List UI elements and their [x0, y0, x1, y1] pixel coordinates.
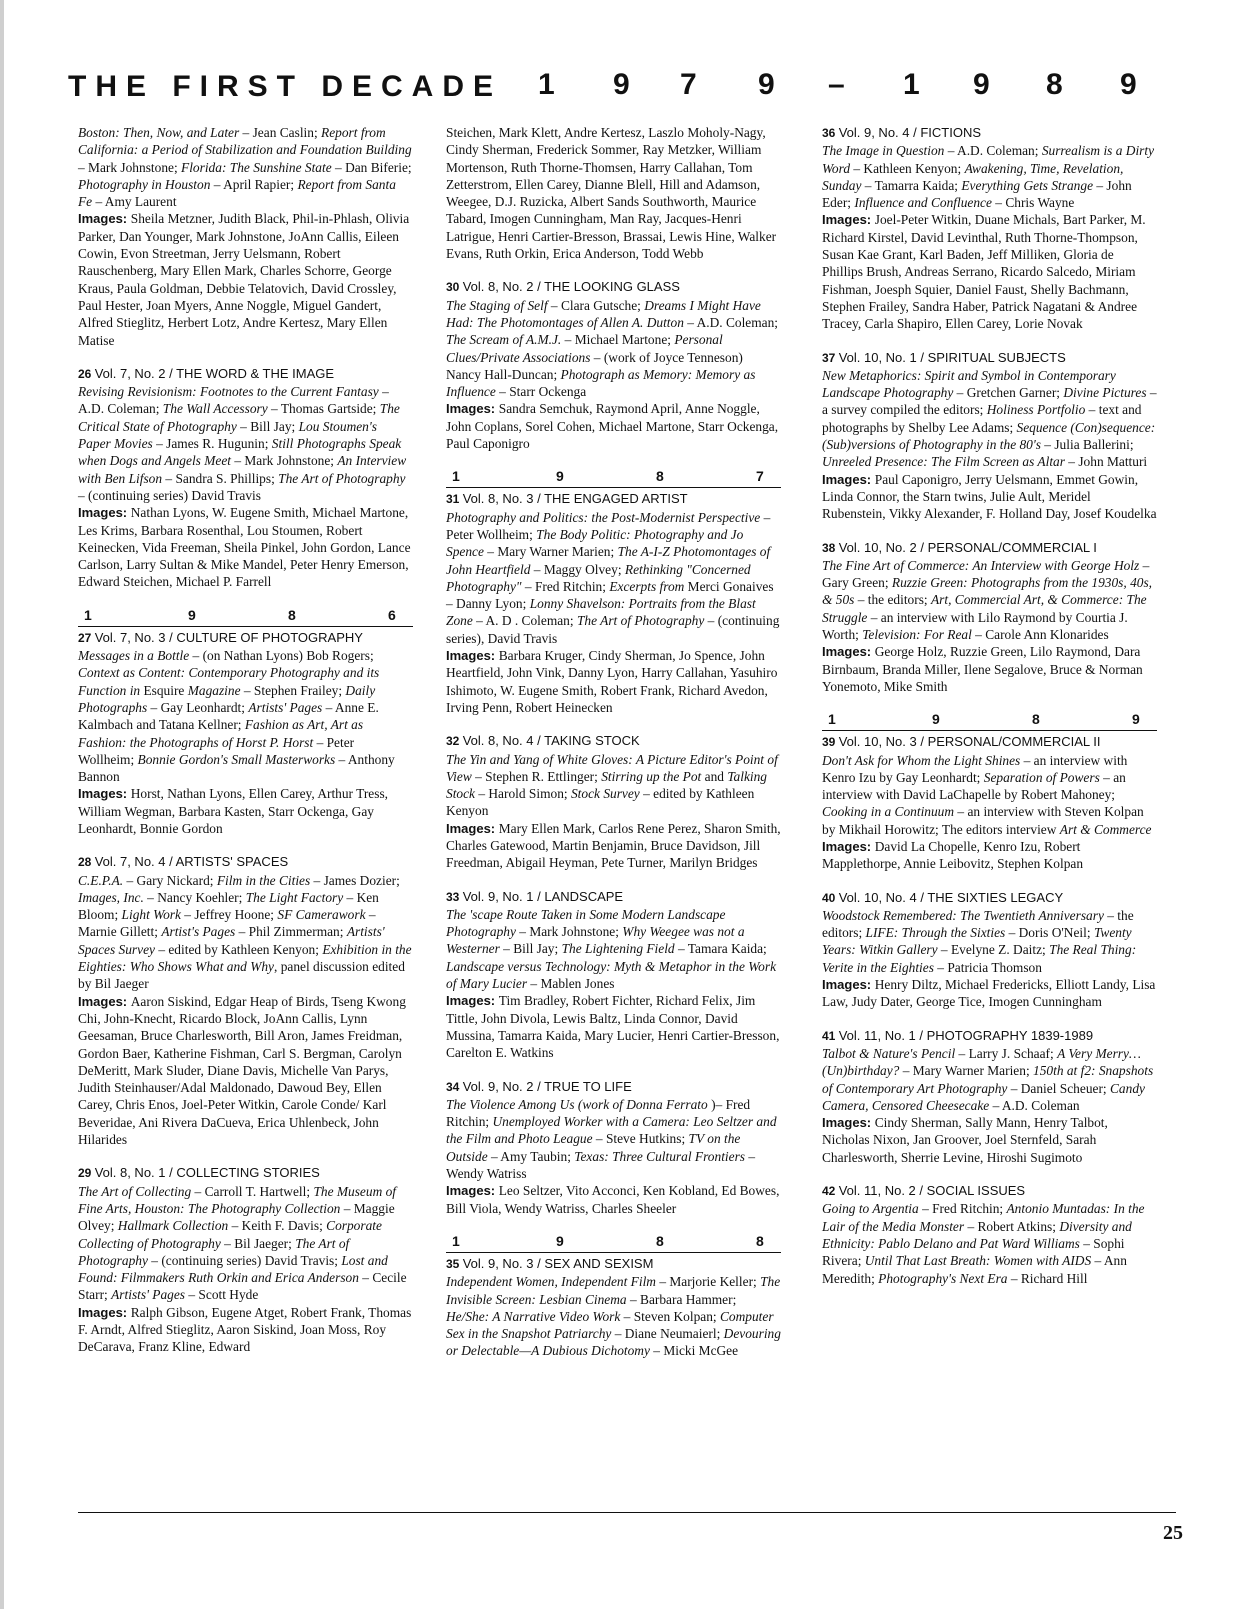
year-digit: 8 [656, 468, 664, 485]
issue-contents: New Metaphorics: Spirit and Symbol in Contemporary Landscape Photography – Gretchen Garner; Divine Pictures – a survey compiled the editors; Holiness Portfolio – text and photographs by Shelby Lee Adams; Sequence (Con)sequence: (Sub)versions of Photography in the 80's – Julia Ballerini; Unreeled Presence: The Film Screen as Altar – John Matturi [822, 367, 1157, 470]
issue-contents: The Image in Question – A.D. Coleman; Surrealism is a Dirty Word – Kathleen Kenyon; Awakening, Time, Revelation, Sunday – Tamarra Kaida; Everything Gets Strange – John Eder; Influence and Confluence – Chris Wayne [822, 143, 1155, 211]
year-digit: 9 [932, 711, 940, 728]
issue-number: 39 [822, 735, 839, 750]
issue-contents: Independent Women, Independent Film – Marjorie Keller; The Invisible Screen: Lesbian Cinema – Barbara Hammer; He/She: A Narrative Video Work – Steven Kolpan; Computer Sex in the Snapshot Patriarchy – Diane Neumaierl; Devouring or Delectable—A Dubious Dichotomy – Micki McGee [446, 1274, 781, 1359]
images-list: Tim Bradley, Robert Fichter, Richard Felix, Jim Tittle, John Divola, Lewis Baltz, Linda Connor, David Mussina, Tamarra Kaida, Mary Lucier, Henri Cartier-Bresson, Carelton E. Watkins [446, 993, 780, 1061]
images-list: Joel-Peter Witkin, Duane Michals, Bart Parker, M. Richard Kirstel, David Levinthal, Ruth Thorne-Thompson, Susan Kae Grant, Karl Baden, Jeff Milliken, Gloria de Phillips Brush, Andreas Serrano, Ricardo Salcedo, Miriam Fishman, Joesph Squier, Daniel Faust, Shelly Bachmann, Stephen Frailey, Sandra Haber, Patrick Nagatani & Andree Tracey, Carla Shapiro, Ellen Carey, Lorie Novak [822, 212, 1146, 332]
year-digit: 8 [288, 606, 296, 623]
issue-heading: Vol. 8, No. 4 / TAKING STOCK [462, 733, 640, 749]
images-list: Henry Diltz, Michael Fredericks, Elliott Landy, Lisa Law, Judy Dater, George Tice, Imogen Cunningham [822, 977, 1156, 1010]
images-list: Sandra Semchuk, Raymond April, Anne Noggle, John Coplans, Sorel Cohen, Michael Martone, Starr Ockenga, Paul Caponigro [446, 401, 779, 452]
header-year-digit: 9 [973, 68, 990, 101]
images-label: Images: [822, 838, 875, 854]
column-2 [446, 124, 781, 1376]
page-title: THE FIRST DECADE [68, 70, 503, 103]
header-year-digit: 1 [903, 68, 920, 101]
issue-entry [446, 124, 781, 262]
issue-entry [822, 349, 1157, 523]
images-label: Images: [446, 648, 499, 664]
year-digit: 9 [556, 468, 564, 485]
year-digit: 7 [756, 468, 764, 485]
issue-number: 27 [78, 630, 95, 645]
year-digit: 8 [1032, 711, 1040, 728]
issue-heading: Vol. 7, No. 2 / THE WORD & THE IMAGE [94, 365, 335, 381]
year-digit: 1 [84, 606, 92, 623]
issue-entry [446, 888, 781, 1062]
header-year-digit: 8 [1046, 68, 1063, 101]
issue-number: 26 [78, 366, 95, 381]
issue-contents: The Violence Among Us (work of Donna Ferrato )– Fred Ritchin; Unemployed Worker with a Camera: Leo Seltzer and the Film and Photo League – Steve Hutkins; TV on the Outside – Amy Taubin; Texas: Three Cultural Frontiers – Wendy Watriss [446, 1096, 777, 1182]
issue-number: 29 [78, 1166, 95, 1181]
images-list: Nathan Lyons, W. Eugene Smith, Michael Martone, Les Krims, Barbara Rosenthal, Lou Stoumen, Robert Keinecken, Vida Freeman, Sheila Pinkel, John Gordon, Lance Carlson, Larry Sultan & Mike Mandel, Peter Henry Emerson, Edward Steichen, Michael P. Farrell [78, 505, 411, 590]
issue-heading: Vol. 11, No. 2 / SOCIAL ISSUES [838, 1183, 1026, 1199]
issue-entry [446, 1255, 781, 1360]
issue-number: 31 [446, 492, 463, 507]
issue-entry [822, 539, 1157, 696]
issue-contents: Revising Revisionism: Footnotes to the Current Fantasy – A.D. Coleman; The Wall Accessory – Thomas Gartside; The Critical State of Photography – Bill Jay; Lou Stoumen's Paper Movies – James R. Hugunin; Still Photographs Speak when Dogs and Angels Meet – Mark Johnstone; An Interview with Ben Lifson – Sandra S. Phillips; The Art of Photography – (continuing series) David Travis [78, 384, 407, 503]
issue-number: 40 [822, 890, 839, 905]
images-label: Images: [78, 786, 131, 802]
issue-entry [446, 1078, 781, 1217]
issue-contents: Woodstock Remembered: The Twentieth Anniversary – the editors; LIFE: Through the Sixties – Doris O'Neil; Twenty Years: Witkin Gallery – Evelyne Z. Daitz; The Real Thing: Verite in the Eighties – Patricia Thomson [822, 907, 1137, 975]
issue-entry [78, 365, 413, 591]
issue-heading: Vol. 9, No. 3 / SEX AND SEXISM [462, 1255, 654, 1271]
issue-heading: Vol. 11, No. 1 / PHOTOGRAPHY 1839-1989 [838, 1027, 1094, 1043]
issue-number: 34 [446, 1079, 463, 1094]
images-list: Barbara Kruger, Cindy Sherman, Jo Spence, John Heartfield, John Vink, Danny Lyon, Harry Callahan, Yasuhiro Ishimoto, W. Eugene Smith, Robert Frank, Richard Avedon, Irving Penn, Robert Heinecken [446, 648, 778, 715]
images-label: Images: [78, 1304, 131, 1320]
images-list: George Holz, Ruzzie Green, Lilo Raymond, Dara Birnbaum, Branda Miller, Ilene Segalove, Bruce & Norman Yonemoto, Mike Smith [822, 644, 1143, 694]
issue-entry [446, 490, 781, 716]
issue-entry [822, 733, 1157, 872]
issue-heading: Vol. 8, No. 3 / THE ENGAGED ARTIST [462, 491, 688, 507]
year-digit: 9 [1132, 711, 1140, 728]
issue-contents: Going to Argentia – Fred Ritchin; Antonio Muntadas: In the Lair of the Media Monster – Robert Atkins; Diversity and Ethnicity: Pablo Delano and Pat Ward Williams – Sophi Rivera; Until That Last Breath: Women with AIDS – Ann Meredith; Photography's Next Era – Richard Hill [822, 1201, 1145, 1286]
issue-contents: Talbot & Nature's Pencil – Larry J. Schaaf; A Very Merry…(Un)birthday? – Mary Warner Marien; 150th at f2: Snapshots of Contemporary Art Photography – Daniel Scheuer; Candy Camera, Censored Cheesecake – A.D. Coleman [822, 1045, 1154, 1113]
images-label: Images: [822, 212, 875, 228]
header-year-digit: 9 [1120, 68, 1137, 101]
issue-heading: Vol. 9, No. 1 / LANDSCAPE [462, 888, 624, 904]
year-digit: 9 [556, 1232, 564, 1249]
issue-number: 35 [446, 1256, 463, 1271]
year-divider [446, 468, 781, 488]
issue-entry [822, 124, 1157, 333]
issue-heading: Vol. 10, No. 4 / THE SIXTIES LEGACY [838, 889, 1064, 905]
issue-heading: Vol. 10, No. 1 / SPIRITUAL SUBJECTS [838, 349, 1066, 365]
year-digit: 8 [756, 1232, 764, 1249]
page-number: 25 [1163, 1522, 1183, 1544]
issue-entry [78, 853, 413, 1148]
issue-entry [822, 1027, 1157, 1166]
issue-entry [78, 124, 413, 349]
images-label: Images: [822, 977, 875, 993]
images-label: Images: [78, 211, 131, 227]
year-digit: 1 [452, 468, 460, 485]
issue-entry [78, 1164, 413, 1355]
images-label: Images: [446, 820, 499, 836]
issue-number: 41 [822, 1028, 839, 1043]
images-label: Images: [822, 1115, 875, 1131]
issue-contents: The Yin and Yang of White Gloves: A Picture Editor's Point of View – Stephen R. Ettlinger; Stirring up the Pot and Talking Stock – Harold Simon; Stock Survey – edited by Kathleen Kenyon [446, 751, 778, 819]
images-label: Images: [446, 993, 499, 1009]
issue-heading: Vol. 7, No. 4 / ARTISTS' SPACES [94, 854, 289, 870]
images-label: Images: [446, 401, 499, 417]
issue-entry [446, 732, 781, 871]
issue-contents: The 'scape Route Taken in Some Modern Landscape Photography – Mark Johnstone; Why Weegee was not a Westerner – Bill Jay; The Lightening Field – Tamara Kaida; Landscape versus Technology: Myth & Metaphor in the Work of Mary Lucier – Mablen Jones [446, 906, 777, 992]
issue-contents: The Staging of Self – Clara Gutsche; Dreams I Might Have Had: The Photomontages of Allen A. Dutton – A.D. Coleman; The Scream of A.M.J. – Michael Martone; Personal Clues/Private Associations – (work of Joyce Tenneson) Nancy Hall-Duncan; Photograph as Memory: Memory as Influence – Starr Ockenga [446, 297, 779, 400]
issue-contents: C.E.P.A. – Gary Nickard; Film in the Cities – James Dozier; Images, Inc. – Nancy Koehler; The Light Factory – Ken Bloom; Light Work – Jeffrey Hoone; SF Camerawork – Marnie Gillett; Artist's Pages – Phil Zimmerman; Artists' Spaces Survey – edited by Kathleen Kenyon; Exhibition in the Eighties: Who Shows What and Why, panel discussion edited by Bil Jaeger [78, 872, 412, 992]
issue-contents: Boston: Then, Now, and Later – Jean Caslin; Report from California: a Period of Stabilization and Foundation Building – Mark Johnstone; Florida: The Sunshine State – Dan Biferie; Photography in Houston – April Rapier; Report from Santa Fe – Amy Laurent [78, 125, 412, 210]
year-divider [822, 711, 1157, 731]
issue-heading: Vol. 9, No. 4 / FICTIONS [838, 125, 982, 140]
images-list: Paul Caponigro, Jerry Uelsmann, Emmet Gowin, Linda Connor, the Starn twins, Julie Ault, Meridel Rubenstein, Vikky Alexander, F. Holland Day, Josef Koudelka [822, 471, 1157, 522]
issue-number: 37 [822, 350, 839, 365]
year-digit: 8 [656, 1232, 664, 1249]
images-list: Mary Ellen Mark, Carlos Rene Perez, Sharon Smith, Charles Gatewood, Martin Benjamin, Bruce Davidson, Jill Freedman, Abigail Heyman, Pete Turner, Marilyn Bridges [446, 820, 781, 871]
issue-number: 42 [822, 1184, 839, 1199]
images-label: Images: [822, 644, 875, 660]
issue-number: 32 [446, 734, 463, 749]
issue-contents: Messages in a Bottle – (on Nathan Lyons) Bob Rogers; Context as Content: Contemporary Photography and its Function in Esquire Magazine – Stephen Frailey; Daily Photographs – Gay Leonhardt; Artists' Pages – Anne E. Kalmbach and Tatana Kellner; Fashion as Art, Art as Fashion: the Photographs of Horst P. Horst – Peter Wollheim; Bonnie Gordon's Small Masterworks – Anthony Bannon [78, 648, 395, 785]
images-list: Aaron Siskind, Edgar Heap of Birds, Tseng Kwong Chi, John-Knecht, Ricardo Block, JoAnn Callis, Lynn Geesaman, Bruce Charlesworth, Bill Aron, James Freidman, Gordon Baer, Katherine Fishman, Carl S. Bergman, Carolyn DeMeritt, Mark Sluder, Diane Davis, Michelle Van Parys, Judith Steinhauser/Adal Maldonado, Dawoud Bey, Ellen Carey, Chris Enos, Joel-Peter Witkin, Carole Conde/ Karl Beveridae, Ani Rivera DaCueva, Erica Uhlenbeck, John Hilarides [78, 993, 406, 1148]
header-year-digit: 9 [613, 68, 630, 101]
issue-entry [78, 629, 413, 838]
images-list: Ralph Gibson, Eugene Atget, Robert Frank, Thomas F. Arndt, Alfred Stieglitz, Aaron Siskind, Joan Moss, Roy DeCarava, Franz Kline, Edward [78, 1304, 412, 1355]
year-digit: 1 [452, 1232, 460, 1249]
issue-number: 33 [446, 889, 463, 904]
issue-contents: Steichen, Mark Klett, Andre Kertesz, Laszlo Moholy-Nagy, Cindy Sherman, Frederick Sommer, Ray Metzker, William Mortenson, Ruth Thorne-Thomsen, Harry Callahan, Tom Zetterstrom, Ellen Carey, Dianne Blell, Hill and Adamson, Weegee, D.J. Ruzicka, Albert Sands Southworth, Maurice Tabard, Imogen Cunningham, Man Ray, Jacques-Henri Latrigue, Henri Cartier-Bresson, Brassai, Lewis Hine, Walker Evans, Ruth Orkin, Erica Anderson, Todd Webb [446, 125, 777, 262]
images-label: Images: [78, 505, 131, 521]
issue-entry [822, 1182, 1157, 1287]
header-year-digit: 1 [538, 68, 555, 101]
column-3 [822, 124, 1157, 1303]
issue-heading: Vol. 10, No. 2 / PERSONAL/COMMERCIAL I [838, 539, 1097, 555]
header-year-digit: – [828, 68, 845, 101]
images-label: Images: [446, 1183, 499, 1199]
images-list: Leo Seltzer, Vito Acconci, Ken Kobland, Ed Bowes, Bill Viola, Wendy Watriss, Charles Sheeler [446, 1183, 780, 1216]
issue-number: 38 [822, 540, 839, 555]
year-digit: 9 [188, 606, 196, 623]
issue-contents: The Fine Art of Commerce: An Interview with George Holz – Gary Green; Ruzzie Green: Photographs from the 1930s, 40s, & 50s – the editors; Art, Commercial Art, & Commerce: The Struggle – an interview with Lilo Raymond by Courtia J. Worth; Television: For Real – Carole Ann Klonarides [822, 557, 1153, 643]
images-label: Images: [822, 471, 875, 487]
images-label: Images: [78, 993, 131, 1009]
images-list: Cindy Sherman, Sally Mann, Henry Talbot, Nicholas Nixon, Jan Groover, Joel Sternfeld, Sarah Charlesworth, Sherrie Levine, Hiroshi Sugimoto [822, 1115, 1108, 1165]
issue-contents: Don't Ask for Whom the Light Shines – an interview with Kenro Izu by Gay Leonhardt; Separation of Powers – an interview with David LaChapelle by Robert Mahoney; Cooking in a Continuum – an interview with Steven Kolpan by Mikhail Horowitz; The editors interview Art & Commerce [822, 752, 1152, 837]
issue-heading: Vol. 8, No. 1 / COLLECTING STORIES [94, 1165, 320, 1181]
issue-heading: Vol. 10, No. 3 / PERSONAL/COMMERCIAL II [838, 734, 1101, 750]
images-list: Horst, Nathan Lyons, Ellen Carey, Arthur Tress, William Wegman, Barbara Kasten, Starr Ockenga, Gay Leonhardt, Bonnie Gordon [78, 786, 389, 836]
issue-contents: Photography and Politics: the Post-Modernist Perspective – Peter Wollheim; The Body Politic: Photography and Jo Spence – Mary Warner Marien; The A-I-Z Photomontages of John Heartfield – Maggy Olvey; Rethinking "Concerned Photography" – Fred Ritchin; Excerpts from Merci Gonaives – Danny Lyon; Lonny Shavelson: Portraits from the Blast Zone – A. D . Coleman; The Art of Photography – (continuing series), David Travis [446, 509, 780, 646]
footer-rule [78, 1512, 1176, 1513]
issue-heading: Vol. 9, No. 2 / TRUE TO LIFE [462, 1078, 632, 1094]
page-edge [0, 0, 4, 1609]
column-1 [78, 124, 413, 1372]
issue-heading: Vol. 7, No. 3 / CULTURE OF PHOTOGRAPHY [94, 629, 363, 645]
page-header [68, 70, 1178, 110]
year-divider [78, 607, 413, 627]
year-digit: 1 [828, 711, 836, 728]
issue-number: 30 [446, 280, 463, 295]
images-list: Sheila Metzner, Judith Black, Phil-in-Phlash, Olivia Parker, Dan Younger, Mark Johnstone, JoAnn Callis, Eileen Cowin, Evon Streetman, Jerry Uelsmann, Robert Rauschenberg, Mary Ellen Mark, Charles Schorre, George Kraus, Paula Goldman, Debbie Telatovich, David Crossley, Paul Hester, Joan Myers, Anne Noggle, Miguel Gandert, Alfred Stieglitz, Herbert Lotz, Andre Kertesz, Mary Ellen Matise [78, 211, 410, 348]
issue-contents: The Art of Collecting – Carroll T. Hartwell; The Museum of Fine Arts, Houston: The Photography Collection – Maggie Olvey; Hallmark Collection – Keith F. Davis; Corporate Collecting of Photography – Bil Jaeger; The Art of Photography – (continuing series) David Travis; Lost and Found: Filmmakers Ruth Orkin and Erica Anderson – Cecile Starr; Artists' Pages – Scott Hyde [78, 1183, 407, 1303]
year-digit: 6 [388, 606, 396, 623]
issue-heading: Vol. 8, No. 2 / THE LOOKING GLASS [462, 279, 680, 295]
issue-number: 28 [78, 855, 95, 870]
year-divider [446, 1233, 781, 1253]
issue-entry [446, 278, 781, 452]
images-list: David La Chopelle, Kenro Izu, Robert Mapplethorpe, Annie Leibovitz, Stephen Kolpan [822, 838, 1084, 872]
issue-number: 36 [822, 126, 839, 140]
header-year-digit: 7 [680, 68, 697, 101]
header-year-digit: 9 [758, 68, 775, 101]
issue-entry [822, 889, 1157, 1011]
